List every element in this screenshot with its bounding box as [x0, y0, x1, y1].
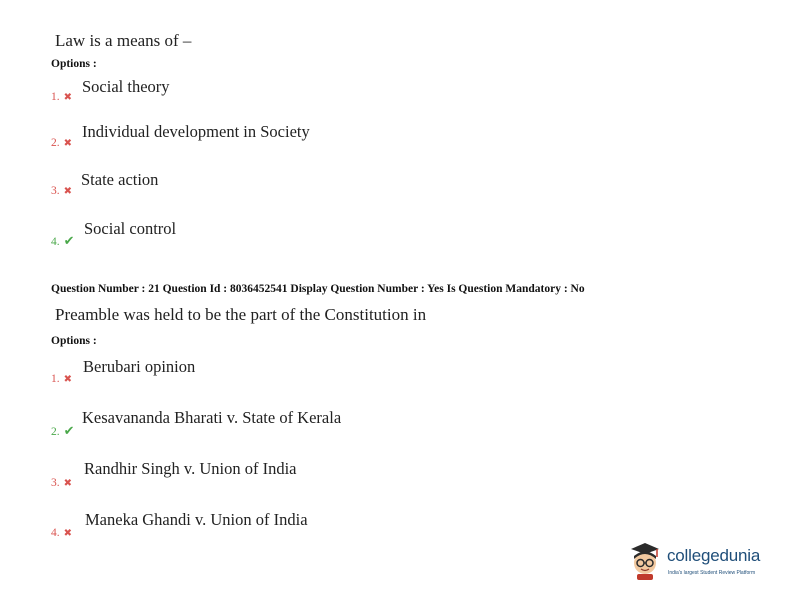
question-1-options-label: Options :	[51, 58, 97, 70]
question-1-text: Law is a means of –	[55, 31, 192, 50]
option-text: Randhir Singh v. Union of India	[84, 459, 297, 478]
cross-icon: ✖	[63, 478, 73, 489]
question-2-text: Preamble was held to be the part of the Constitution in	[55, 305, 427, 324]
option-text: Individual development in Society	[82, 122, 310, 141]
cross-icon: ✖	[63, 138, 73, 149]
option-text: Berubari opinion	[83, 357, 196, 376]
option-text: Social theory	[82, 77, 170, 96]
cross-icon: ✖	[63, 186, 73, 197]
cross-icon: ✖	[63, 528, 73, 539]
option-text: Kesavananda Bharati v. State of Kerala	[82, 408, 342, 427]
question-2-meta: Question Number : 21 Question Id : 8036452541 Display Question Number : Yes Is Question Mandatory : No	[51, 283, 585, 295]
mascot-icon	[628, 541, 662, 581]
question-2-options-label: Options :	[51, 335, 97, 347]
option-text: Social control	[84, 219, 177, 238]
option-number: 2. ✔	[51, 423, 75, 438]
option-number: 4. ✖	[51, 527, 73, 539]
logo-tagline: India's largest Student Review Platform	[668, 570, 756, 576]
option-number: 2. ✖	[51, 137, 73, 149]
check-icon: ✔	[63, 423, 75, 438]
cross-icon: ✖	[63, 92, 73, 103]
logo-name: collegedunia	[667, 546, 761, 565]
option-text: Maneka Ghandi v. Union of India	[85, 510, 308, 529]
option-text: State action	[81, 170, 159, 189]
option-number: 3. ✖	[51, 477, 73, 489]
collegedunia-logo	[628, 541, 778, 586]
option-number: 3. ✖	[51, 185, 73, 197]
cross-icon: ✖	[63, 374, 73, 385]
option-number: 1. ✖	[51, 91, 73, 103]
option-number: 4. ✔	[51, 233, 75, 248]
option-number: 1. ✖	[51, 373, 73, 385]
check-icon: ✔	[63, 233, 75, 248]
